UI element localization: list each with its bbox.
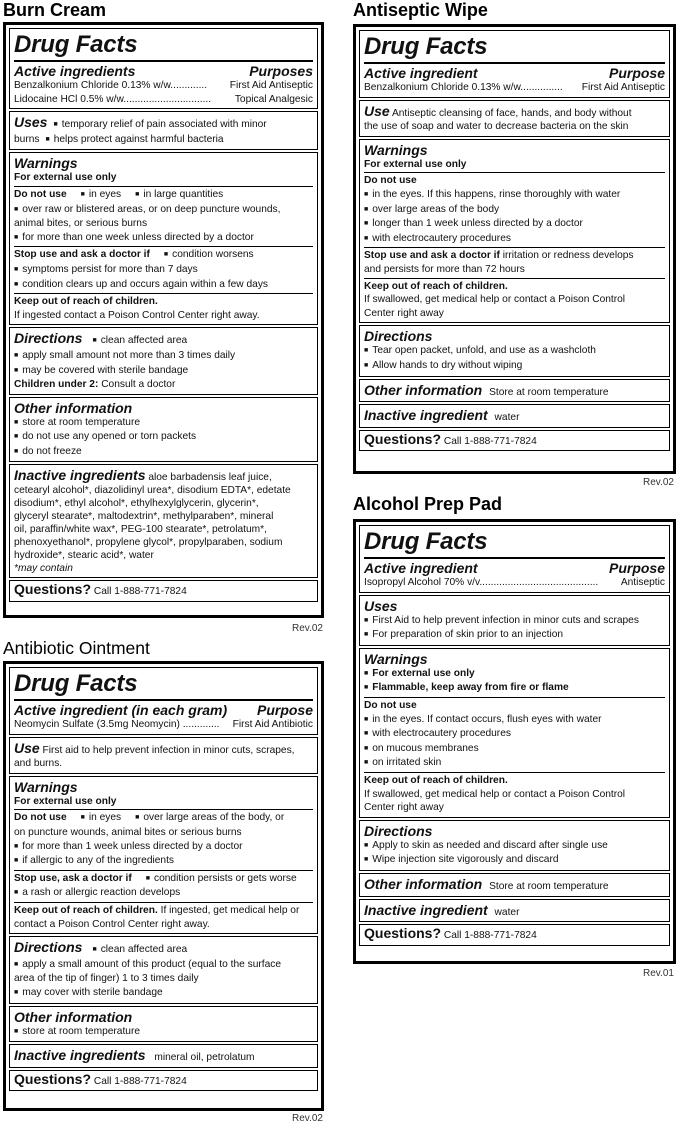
alcohol-directions-section <box>359 820 670 871</box>
antibiotic-dir-3: area of the tip of finger) 1 to 3 times daily <box>14 973 199 985</box>
antiseptic-top-section <box>359 30 670 98</box>
antibiotic-use-label: Use <box>14 739 40 756</box>
burn-directions-label: Directions <box>14 330 83 347</box>
burn-dir-3: ■ may be covered with sterile bandage <box>14 364 313 379</box>
burn-uses-3: ■ helps protect against harmful bacteria <box>45 134 223 145</box>
antiseptic-directions-label: Directions <box>364 328 433 345</box>
burn-dnu-3: ■ over raw or blistered areas, or on deep puncture wounds, <box>14 203 313 218</box>
alcohol-questions-label: Questions? <box>364 925 442 942</box>
antibiotic-inactive-section <box>9 1044 318 1068</box>
burn-dnu-5: ■ for more than one week unless directed by a doctor <box>14 231 313 246</box>
antiseptic-inactive-text: water <box>494 412 520 424</box>
burn-other-2: ■ do not use any opened or torn packets <box>14 430 313 445</box>
antibiotic-active-ing: Neomycin Sulfate (3.5mg Neomycin) ............. <box>14 719 220 730</box>
antiseptic-stop-1: irritation or redness develops <box>502 250 634 262</box>
burn-inactive-2: cetearyl alcohol*, diazolidinyl urea*, disodium EDTA*, edetate <box>14 485 291 497</box>
alcohol-uses-label: Uses <box>364 597 398 614</box>
burn-stop-3: ■ condition clears up and occurs again within a few days <box>14 278 313 293</box>
antibiotic-dnu-label: Do not use <box>14 812 67 824</box>
antibiotic-warnings-section <box>9 776 318 934</box>
burn-dir-2: ■ apply small amount not more than 3 times daily <box>14 349 313 364</box>
antiseptic-other-text: Store at room temperature <box>489 386 609 398</box>
burn-dnu-label: Do not use <box>14 188 67 200</box>
antibiotic-directions-label: Directions <box>14 939 83 956</box>
burn-stop-label: Stop use and ask a doctor if <box>14 249 150 261</box>
burn-other-1: ■ store at room temperature <box>14 416 313 431</box>
antibiotic-other-label: Other information <box>14 1008 133 1025</box>
burn-dnu-2: ■ in large quantities <box>135 189 223 200</box>
burn-questions-label: Questions? <box>14 581 92 598</box>
burn-rev: Rev.02 <box>292 623 323 634</box>
burn-warnings-section <box>9 152 318 325</box>
burn-active-2: Lidocaine HCl 0.5% w/w............................... <box>14 93 212 105</box>
alcohol-directions-label: Directions <box>364 822 433 839</box>
burn-dnu-4: animal bites, or serious burns <box>14 218 148 230</box>
antibiotic-dnu-4: ■ for more than 1 week unless directed by a doctor <box>14 840 313 855</box>
antibiotic-inactive-text: mineral oil, petrolatum <box>154 1052 255 1064</box>
antibiotic-use-section <box>9 737 318 774</box>
antiseptic-active-ing: Benzalkonium Chloride 0.13% w/w............... <box>364 82 563 93</box>
burn-cream-drug-facts <box>3 22 324 618</box>
burn-inactive-7: hydroxide*, stearic acid*, water <box>14 550 154 562</box>
alcohol-warn-2: ■ Flammable, keep away from fire or flame <box>364 681 665 696</box>
burn-inactive-4: glyceryl stearate*, maltodextrin*, methylparaben*, mineral <box>14 511 274 523</box>
burn-inactive-1: aloe barbadensis leaf juice, <box>148 472 272 484</box>
alcohol-purpose-label: Purpose <box>608 560 665 576</box>
antibiotic-keep-2: contact a Poison Control Center right away. <box>14 918 210 930</box>
burn-uses-label: Uses <box>14 114 48 131</box>
antibiotic-active-label: Active ingredient (in each gram) <box>14 702 228 718</box>
burn-dir-child-label: Children under 2: <box>14 379 99 391</box>
antibiotic-dnu-1: ■ in eyes <box>81 812 122 823</box>
alcohol-uses-1: ■ First Aid to help prevent infection in minor cuts and scrapes <box>364 614 665 629</box>
alcohol-drug-facts <box>353 519 676 964</box>
burn-stop-2: ■ symptoms persist for more than 7 days <box>14 263 313 278</box>
burn-purpose-2: Topical Analgesic <box>234 93 313 105</box>
antiseptic-active-purpose: First Aid Antiseptic <box>581 82 665 93</box>
alcohol-dnu-4: ■ on irritated skin <box>364 756 665 771</box>
alcohol-keep-2: Center right away <box>364 802 444 814</box>
antibiotic-dir-1: ■ clean affected area <box>92 944 187 955</box>
burn-inactive-6: phenoxyethanol*, propylene glycol*, propylparaben, sodium <box>14 537 283 549</box>
alcohol-warnings-label: Warnings <box>364 650 428 667</box>
antibiotic-inactive-label: Inactive ingredients <box>14 1047 146 1064</box>
burn-inactive-section <box>9 464 318 578</box>
alcohol-dnu-2: ■ with electrocautery procedures <box>364 727 665 742</box>
alcohol-top-section <box>359 525 670 593</box>
alcohol-active-label: Active ingredient <box>364 560 478 576</box>
burn-dir-1: ■ clean affected area <box>92 335 187 346</box>
antibiotic-purpose-label: Purpose <box>256 702 313 718</box>
antibiotic-top-section <box>9 667 318 735</box>
antiseptic-keep-label: Keep out of reach of children. <box>364 280 508 292</box>
antiseptic-questions-label: Questions? <box>364 430 442 447</box>
alcohol-inactive-text: water <box>494 906 520 918</box>
burn-active-1: Benzalkonium Chloride 0.13% w/w............. <box>14 80 208 91</box>
burn-cream-heading: Burn Cream <box>3 0 107 20</box>
antiseptic-warnings-label: Warnings <box>364 141 428 158</box>
alcohol-rev: Rev.01 <box>643 968 674 979</box>
antiseptic-stop-label: Stop use and ask a doctor if <box>364 250 500 262</box>
antiseptic-purpose-label: Purpose <box>608 65 665 81</box>
burn-uses-1: ■ temporary relief of pain associated with minor <box>53 119 266 130</box>
antibiotic-keep-label: Keep out of reach of children. <box>14 904 158 916</box>
alcohol-warnings-section <box>359 648 670 818</box>
alcohol-questions-section <box>359 924 670 946</box>
alcohol-uses-2: ■ For preparation of skin prior to an injection <box>364 628 665 643</box>
burn-dir-child-text: Consult a doctor <box>101 379 176 391</box>
burn-questions-text: Call 1-888-771-7824 <box>93 586 187 598</box>
antibiotic-questions-label: Questions? <box>14 1070 92 1087</box>
antibiotic-ointment-heading: Antibiotic Ointment <box>3 638 150 658</box>
alcohol-other-section <box>359 873 670 897</box>
antibiotic-questions-section <box>9 1070 318 1092</box>
antiseptic-drug-facts-title: Drug Facts <box>364 33 488 60</box>
burn-inactive-label: Inactive ingredients <box>14 467 146 484</box>
antiseptic-other-section <box>359 379 670 403</box>
antiseptic-use-label: Use <box>364 102 390 119</box>
burn-uses-2: burns <box>14 133 40 145</box>
antibiotic-use-2: and burns. <box>14 758 63 770</box>
antibiotic-external: For external use only <box>14 795 117 807</box>
antiseptic-use-1: Antiseptic cleansing of face, hands, and body without <box>391 107 632 119</box>
alcohol-dnu-label: Do not use <box>364 699 417 711</box>
burn-other-section <box>9 397 318 463</box>
burn-inactive-5: oil, paraffin/white wax*, PEG-100 stearate*, petrolatum*, <box>14 524 267 536</box>
alcohol-inactive-section <box>359 899 670 923</box>
alcohol-other-text: Store at room temperature <box>489 880 609 892</box>
burn-warnings-label: Warnings <box>14 155 78 172</box>
antiseptic-other-label: Other information <box>364 381 483 398</box>
antiseptic-dnu-2: ■ over large areas of the body <box>364 203 665 218</box>
antiseptic-wipe-heading: Antiseptic Wipe <box>353 0 488 20</box>
antibiotic-stop-2: ■ a rash or allergic reaction develops <box>14 886 313 901</box>
alcohol-active-ing: Isopropyl Alcohol 70% v/v.......................................... <box>364 577 599 588</box>
alcohol-drug-facts-title: Drug Facts <box>364 528 488 555</box>
antiseptic-use-section <box>359 100 670 137</box>
antiseptic-stop-2: and persists for more than 72 hours <box>364 263 525 275</box>
antiseptic-keep-1: If swallowed, get medical help or contact a Poison Control <box>364 294 626 306</box>
burn-top-section <box>9 28 318 109</box>
burn-may-contain: *may contain <box>14 563 73 575</box>
alcohol-other-label: Other information <box>364 875 483 892</box>
antiseptic-questions-text: Call 1-888-771-7824 <box>443 435 537 447</box>
burn-active-label: Active ingredients <box>14 63 136 79</box>
antiseptic-rev: Rev.02 <box>643 477 674 488</box>
antibiotic-rev: Rev.02 <box>292 1113 323 1124</box>
alcohol-active-purpose: Antiseptic <box>620 577 665 588</box>
burn-inactive-3: disodium*, ethyl alcohol*, ethylhexylglycerin, glycerin*, <box>14 498 259 510</box>
antiseptic-questions-section <box>359 430 670 452</box>
burn-uses-section <box>9 111 318 150</box>
antibiotic-drug-facts <box>3 661 324 1111</box>
antiseptic-external: For external use only <box>364 158 467 170</box>
antibiotic-other-section <box>9 1006 318 1043</box>
burn-keep-text: If ingested contact a Poison Control Center right away. <box>14 309 260 321</box>
antiseptic-directions-section <box>359 325 670 376</box>
antiseptic-dnu-3: ■ longer than 1 week unless directed by a doctor <box>364 217 665 232</box>
antibiotic-dnu-5: ■ if allergic to any of the ingredients <box>14 854 313 869</box>
antibiotic-other-1: ■ store at room temperature <box>14 1025 313 1040</box>
antiseptic-warnings-section <box>359 139 670 324</box>
antibiotic-drug-facts-title: Drug Facts <box>14 670 138 697</box>
antiseptic-active-label: Active ingredient <box>364 65 478 81</box>
antiseptic-dnu-label: Do not use <box>364 175 417 187</box>
alcohol-dir-1: ■ Apply to skin as needed and discard after single use <box>364 839 665 854</box>
burn-other-3: ■ do not freeze <box>14 445 313 460</box>
burn-external: For external use only <box>14 172 117 184</box>
burn-questions-section <box>9 580 318 602</box>
burn-stop-1: ■ condition worsens <box>164 249 254 260</box>
antibiotic-dir-2: ■ apply a small amount of this product (equal to the surface <box>14 958 313 973</box>
antibiotic-stop-1: ■ condition persists or gets worse <box>146 873 297 884</box>
antiseptic-drug-facts <box>353 24 676 474</box>
antiseptic-inactive-section <box>359 404 670 428</box>
alcohol-dnu-3: ■ on mucous membranes <box>364 742 665 757</box>
burn-keep-label: Keep out of reach of children. <box>14 296 158 308</box>
burn-purposes-label: Purposes <box>249 63 313 79</box>
antibiotic-keep-1: If ingested, get medical help or <box>160 904 300 916</box>
alcohol-keep-1: If swallowed, get medical help or contact a Poison Control <box>364 788 626 800</box>
antiseptic-dnu-1: ■ in the eyes. If this happens, rinse thoroughly with water <box>364 188 665 203</box>
antiseptic-inactive-label: Inactive ingredient <box>364 407 488 424</box>
alcohol-dir-2: ■ Wipe injection site vigorously and discard <box>364 853 665 868</box>
antiseptic-dir-1: ■ Tear open packet, unfold, and use as a washcloth <box>364 344 665 359</box>
antibiotic-questions-text: Call 1-888-771-7824 <box>93 1075 187 1087</box>
antibiotic-stop-label: Stop use, ask a doctor if <box>14 872 132 884</box>
antibiotic-warnings-label: Warnings <box>14 778 78 795</box>
alcohol-dnu-1: ■ in the eyes. If contact occurs, flush eyes with water <box>364 713 665 728</box>
alcohol-prep-pad-heading: Alcohol Prep Pad <box>353 494 503 514</box>
alcohol-uses-section <box>359 595 670 646</box>
antibiotic-dnu-2: ■ over large areas of the body, or <box>135 812 284 823</box>
alcohol-keep-label: Keep out of reach of children. <box>364 774 508 786</box>
alcohol-inactive-label: Inactive ingredient <box>364 901 488 918</box>
antibiotic-dnu-3: on puncture wounds, animal bites or serious burns <box>14 826 242 838</box>
alcohol-warn-1: ■ For external use only <box>364 667 665 682</box>
antiseptic-dir-2: ■ Allow hands to dry without wiping <box>364 359 665 374</box>
alcohol-questions-text: Call 1-888-771-7824 <box>443 930 537 942</box>
antiseptic-dnu-4: ■ with electrocautery procedures <box>364 232 665 247</box>
antibiotic-directions-section <box>9 936 318 1003</box>
antiseptic-keep-2: Center right away <box>364 307 444 319</box>
burn-directions-section <box>9 327 318 394</box>
burn-other-label: Other information <box>14 399 133 416</box>
burn-purpose-1: First Aid Antiseptic <box>229 80 313 91</box>
burn-dnu-1: ■ in eyes <box>81 189 122 200</box>
antibiotic-active-purpose: First Aid Antibiotic <box>232 719 313 730</box>
antibiotic-use-1: First aid to help prevent infection in minor cuts, scrapes, <box>42 744 295 756</box>
antibiotic-dir-4: ■ may cover with sterile bandage <box>14 986 313 1001</box>
burn-drug-facts-title: Drug Facts <box>14 31 138 58</box>
antiseptic-use-2: the use of soap and water to decrease bacteria on the skin <box>364 121 629 133</box>
